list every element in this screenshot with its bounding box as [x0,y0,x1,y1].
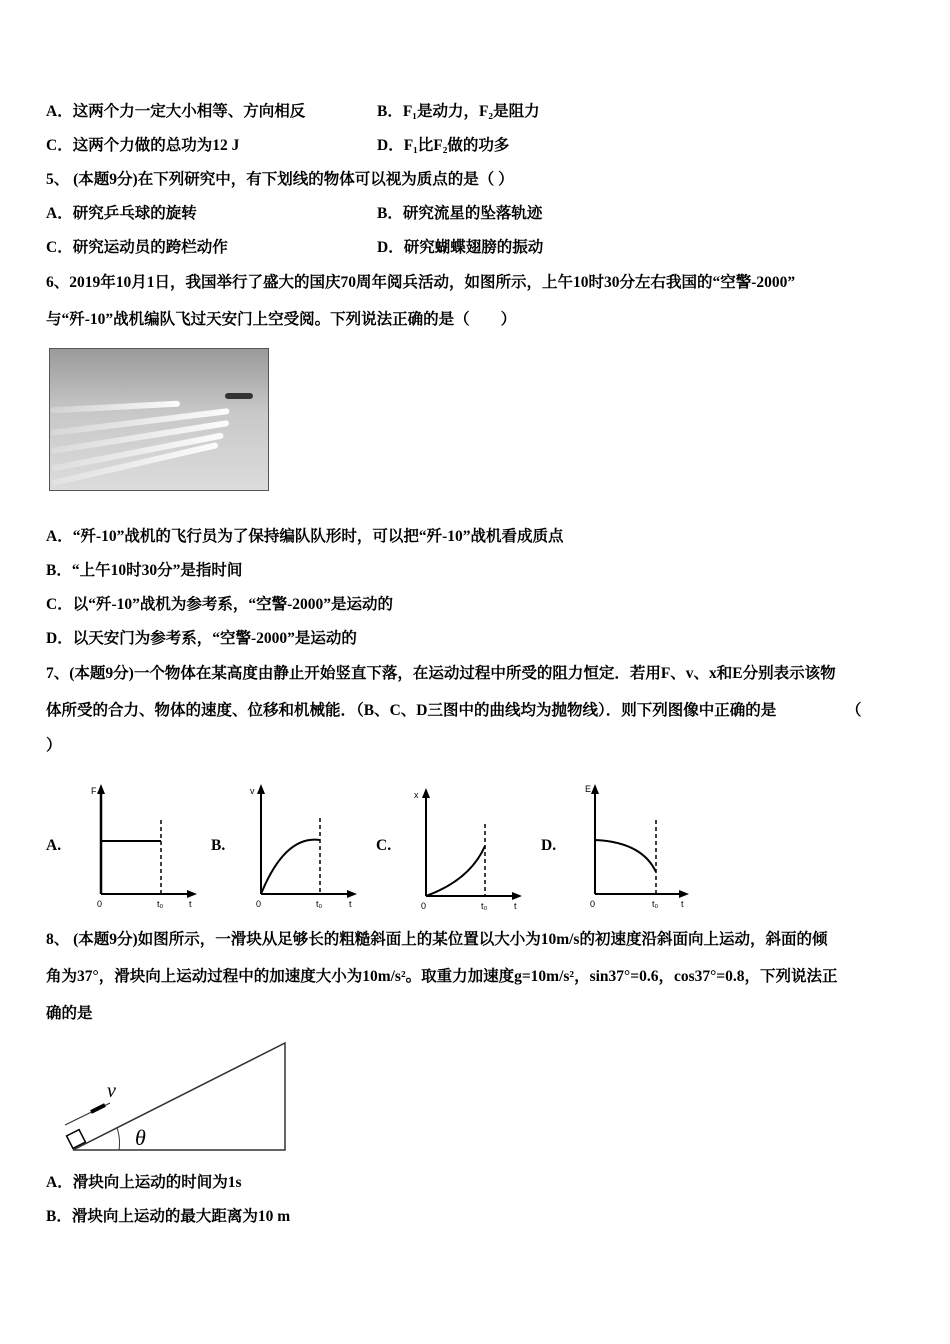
q8-stem-3: 确的是 [46,1005,93,1022]
graph-c-label: C. [376,837,392,854]
svg-text:t: t [189,899,192,909]
svg-text:0: 0 [97,899,103,909]
svg-text:0: 0 [256,899,262,909]
svg-text:t₀: t₀ [481,901,488,911]
q6-option-c: C．以“歼-10”战机为参考系，“空警-2000”是运动的 [46,596,394,613]
q5-option-c: C．研究运动员的跨栏动作 [46,239,228,256]
q7-stem-1: 7、(本题9分)一个物体在某高度由静止开始竖直下落，在运动过程中所受的阻力恒定．若用F、v、x和E分别表示该物 [46,665,836,682]
q8-option-a: A．滑块向上运动的时间为1s [46,1174,242,1191]
q4-option-d: D．F₁比F₂做的功多 [377,137,510,154]
svg-text:0: 0 [590,899,596,909]
svg-text:0: 0 [421,901,427,911]
q5-option-b: B．研究流星的坠落轨迹 [377,205,543,222]
q8-stem-2: 角为37°，滑块向上运动过程中的加速度大小为10m/s²。取重力加速度g=10m/s²，sin37°=0.6，cos37°=0.8，下列说法正 [46,968,838,985]
svg-text:x: x [414,790,419,800]
graph-b-label: B. [211,837,226,854]
q7-stem-2: 体所受的合力、物体的速度、位移和机械能．（B、C、D三图中的曲线均为抛物线）．则下列图像中正确的是 （ [46,702,862,719]
svg-text:t₀: t₀ [652,899,659,909]
graph-a-label: A. [46,837,62,854]
q7-stem-3: ） [46,737,62,754]
svg-text:t: t [349,899,352,909]
svg-text:v: v [107,1080,116,1102]
graph-c-displacement [410,780,525,915]
svg-text:t₀: t₀ [316,899,323,909]
q4-option-c: C．这两个力做的总功为12 J [46,137,240,154]
q6-stem-1: 6、2019年10月1日，我国举行了盛大的国庆70周年阅兵活动，如图所示，上午10时30分左右我国的“空警-2000” [46,274,796,291]
q4-option-b: B．F₁是动力，F₂是阻力 [377,103,540,120]
parade-aircraft-photo [49,348,269,491]
q5-option-a: A．研究乒乓球的旋转 [46,205,197,222]
q5-stem: 5、 (本题9分)在下列研究中，有下划线的物体可以视为质点的是（ ） [46,171,514,188]
svg-text:E: E [585,784,592,794]
q6-option-b: B．“上午10时30分”是指时间 [46,562,243,579]
svg-text:t: t [681,899,684,909]
graph-a-force [85,780,200,915]
svg-text:t: t [514,901,517,911]
svg-text:v: v [250,786,255,796]
q6-option-d: D．以天安门为参考系，“空警-2000”是运动的 [46,630,357,647]
svg-text:t₀: t₀ [157,899,164,909]
q6-option-a: A．“歼-10”战机的飞行员为了保持编队队形时，可以把“歼-10”战机看成质点 [46,528,564,545]
graph-d-label: D. [541,837,557,854]
q4-option-a: A．这两个力一定大小相等、方向相反 [46,103,306,120]
q8-stem-1: 8、 (本题9分)如图所示，一滑块从足够长的粗糙斜面上的某位置以大小为10m/s的初速度沿斜面向上运动，斜面的倾 [46,931,828,948]
q6-stem-2: 与“歼-10”战机编队飞过天安门上空受阅。下列说法正确的是（ ） [46,311,517,328]
q5-option-d: D．研究蝴蝶翅膀的振动 [377,239,544,256]
svg-text:θ: θ [135,1125,146,1150]
graph-d-energy [577,780,692,915]
q8-option-b: B．滑块向上运动的最大距离为10 m [46,1208,291,1225]
svg-text:F: F [91,786,97,796]
incline-diagram [55,1035,295,1160]
graph-b-velocity [245,780,360,915]
